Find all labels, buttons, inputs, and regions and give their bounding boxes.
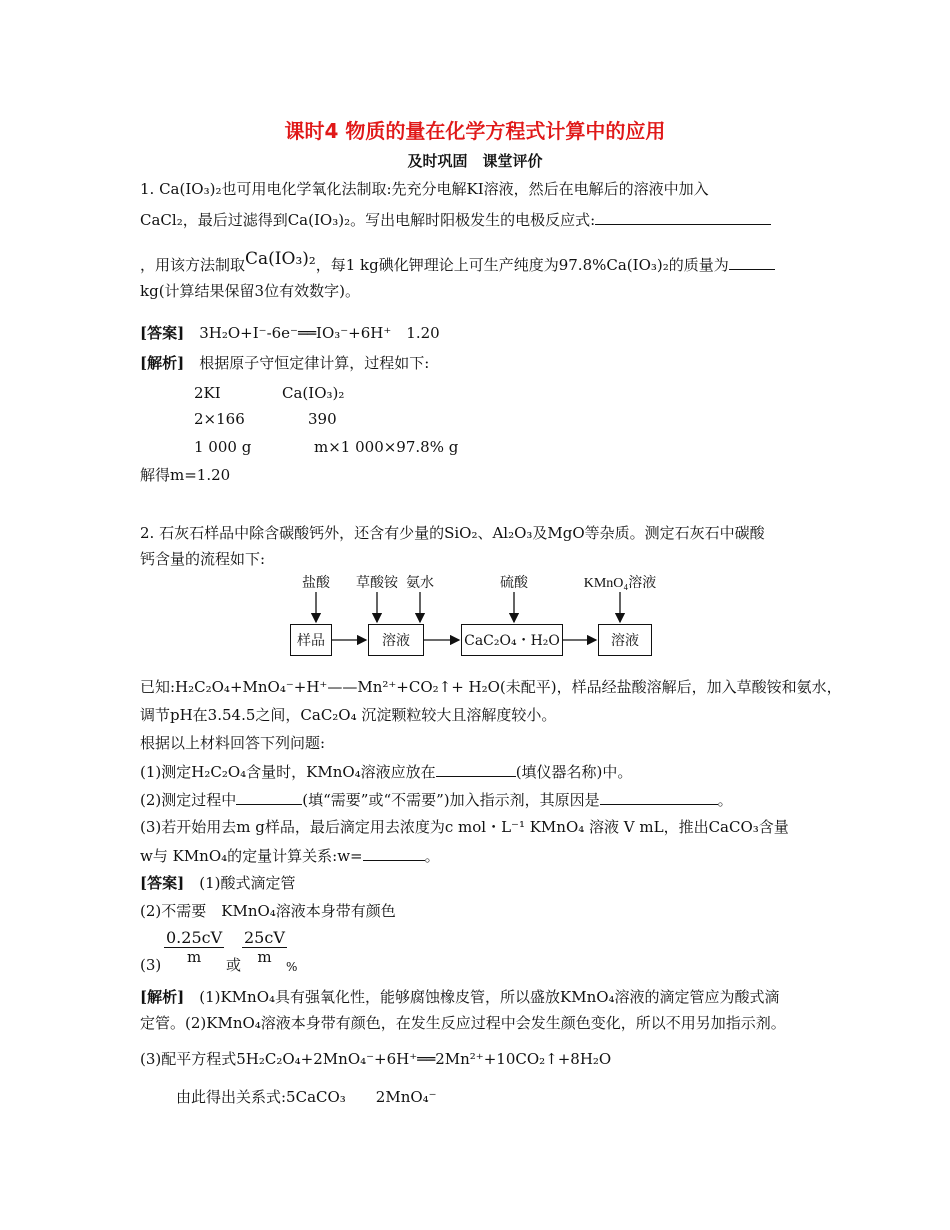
q1-blank-equation[interactable] [595, 208, 771, 225]
q2-analysis-4: 由此得出关系式:5CaCO₃ 2MnO₄⁻ [176, 1088, 437, 1106]
reagent-label: 草酸铵 [356, 576, 398, 591]
q1-answer: [答案] 3H₂O+I⁻-6e⁻══IO₃⁻+6H⁺ 1.20 [140, 324, 440, 342]
reagent-label: 盐酸 [302, 576, 330, 591]
reagent-label: 氨水 [406, 576, 434, 591]
flow-box-sample: 样品 [290, 624, 332, 656]
q2-part-3-line-2: w与 KMnO₄的定量计算关系:w= 。 [140, 844, 440, 867]
process-flowchart [270, 572, 680, 662]
q2-analysis: [解析] (1)KMnO₄具有强氧化性，能够腐蚀橡皮管，所以盛放KMnO₄溶液的滴定管应为酸式滴 [140, 988, 780, 1006]
q2-blank-instrument[interactable] [436, 760, 516, 777]
q1-analysis: [解析] 根据原子守恒定律计算，过程如下: [140, 354, 430, 372]
q2-blank-reason[interactable] [600, 788, 718, 805]
q1-line-4: kg(计算结果保留3位有效数字)。 [140, 282, 360, 300]
document-page: 课时4 物质的量在化学方程式计算中的应用 及时巩固 课堂评价 1. Ca(IO₃)₂也可用电化学氧化法制取:先充分电解KI溶液，然后在电解后的溶液中加入 CaCl₂，最后过滤得到Ca(IO₃)₂。写出电解时阳极发生的电极反应式: ，用该方法制取Ca(IO₃)₂，每1 kg碘化钾理论上可生产纯度为97.8%Ca(IO₃)₂的质量为 kg(计算结果保留3位有效数字)。 [答案] 3H₂O+I⁻-6e⁻══IO₃⁻+6H⁺ 1.20 [解析] 根据原子守恒定律计算，过程如下: 2KI Ca(IO₃)₂ 2×166 390 1 000 g m×1 000×97.8% g 解得m=1.20 2. 石灰石样品中除含碳酸钙外，还含有少量的SiO₂、Al₂O₃及MgO等杂质。测定石灰石中碳酸 钙含量的流程如下: 盐酸 草酸铵 氨水 硫酸 KMnO₄溶液 样品 溶液 CaC₂O₄・H₂O 溶液 已知:H₂C₂O₄+MnO₄⁻+H⁺——Mn²⁺+CO₂↑+ H₂O(未配平)，样品经盐酸溶解后，加入草酸铵和氨水， 调节pH在3.54.5之间，CaC₂O₄ 沉淀颗粒较大且溶解度较小。 根据以上材料回答下列问题: (1)测定H₂C₂O₄含量时，KMnO₄溶液应放在 (填仪器名称)中。 (2)测定过程中 (填“需要”或“不需要”)加入指示剂，其原因是 。 (3)若开始用去m g样品，最后滴定用去浓度为c mol・L⁻¹ KMnO₄ 溶液 V mL，推出CaCO₃含量 w与 KMnO₄的定量计算关系:w= 。 [答案] (1)酸式滴定管 (2)不需要 KMnO₄溶液本身带有颜色 (3) $\frac{0.25cV}{m}$ 或 $\frac{25cV}{m}$ % [解析] (1)KMnO₄具有强氧化性，能够腐蚀橡皮管，所以盛放KMnO₄溶液的滴定管应为酸式滴 定管。(2)KMnO₄溶液本身带有颜色，在发生反应过程中会发生颜色变化，所以不用另加指示剂。 (3)配平方程式5H₂C₂O₄+2MnO₄⁻+6H⁺══2Mn²⁺+10CO₂↑+8H₂O 由此得出关系式:5CaCO₃ 2MnO₄⁻ [0, 0, 950, 1230]
q2-blank-indicator[interactable] [236, 788, 302, 805]
q2-answer: [答案] (1)酸式滴定管 [140, 874, 296, 892]
q1-result: 解得m=1.20 [140, 466, 231, 484]
q2-analysis-3: (3)配平方程式5H₂C₂O₄+2MnO₄⁻+6H⁺══2Mn²⁺+10CO₂↑+8H₂O [140, 1050, 612, 1068]
reagent-label: KMnO₄溶液 [583, 576, 657, 591]
q1-ratio-row-1: 2KI [194, 384, 221, 402]
q2-ask: 根据以上材料回答下列问题: [140, 734, 326, 752]
q2-part-1: (1)测定H₂C₂O₄含量时，KMnO₄溶液应放在 (填仪器名称)中。 [140, 760, 632, 783]
flow-box-solution-final: 溶液 [598, 624, 652, 656]
q1-ratio-row-2: 2×166 [194, 410, 245, 428]
flow-box-solution: 溶液 [368, 624, 424, 656]
q2-analysis-2: 定管。(2)KMnO₄溶液本身带有颜色，在发生反应过程中会发生颜色变化，所以不用另加指示剂。 [140, 1014, 786, 1032]
q2-line-1: 2. 石灰石样品中除含碳酸钙外，还含有少量的SiO₂、Al₂O₃及MgO等杂质。测定石灰石中碳酸 [140, 524, 765, 542]
q2-known-2: 调节pH在3.54.5之间，CaC₂O₄ 沉淀颗粒较大且溶解度较小。 [140, 706, 557, 724]
fraction-answer-2: $\frac{25cV}{m}$ [244, 928, 285, 966]
lesson-title: 课时4 物质的量在化学方程式计算中的应用 [284, 119, 666, 143]
q2-answer-2: (2)不需要 KMnO₄溶液本身带有颜色 [140, 902, 396, 920]
q2-answer-3-prefix: (3) [140, 956, 162, 974]
q2-known-1: 已知:H₂C₂O₄+MnO₄⁻+H⁺——Mn²⁺+CO₂↑+ H₂O(未配平)，样品经盐酸溶解后，加入草酸铵和氨水， [140, 678, 842, 696]
q2-part-2: (2)测定过程中 (填“需要”或“不需要”)加入指示剂，其原因是 。 [140, 788, 733, 811]
flow-box-precipitate: CaC₂O₄・H₂O [461, 624, 563, 656]
q1-blank-mass[interactable] [729, 253, 775, 270]
q1-line-1: 1. Ca(IO₃)₂也可用电化学氧化法制取:先充分电解KI溶液，然后在电解后的溶液中加入 [140, 180, 709, 198]
q1-line-2: CaCl₂，最后过滤得到Ca(IO₃)₂。写出电解时阳极发生的电极反应式: [140, 208, 771, 231]
q2-line-2: 钙含量的流程如下: [140, 550, 266, 568]
q1-ratio-row-3: 1 000 g [194, 438, 252, 456]
section-subtitle: 及时巩固 课堂评价 [407, 152, 543, 170]
reagent-label: 硫酸 [500, 576, 528, 591]
q1-line-3: ，用该方法制取Ca(IO₃)₂，每1 kg碘化钾理论上可生产纯度为97.8%Ca(IO₃)₂的质量为 [140, 248, 775, 276]
q2-blank-formula[interactable] [363, 844, 425, 861]
fraction-answer-1: $\frac{0.25cV}{m}$ [166, 928, 223, 966]
q2-part-3-line-1: (3)若开始用去m g样品，最后滴定用去浓度为c mol・L⁻¹ KMnO₄ 溶液 V mL，推出CaCO₃含量 [140, 818, 789, 836]
